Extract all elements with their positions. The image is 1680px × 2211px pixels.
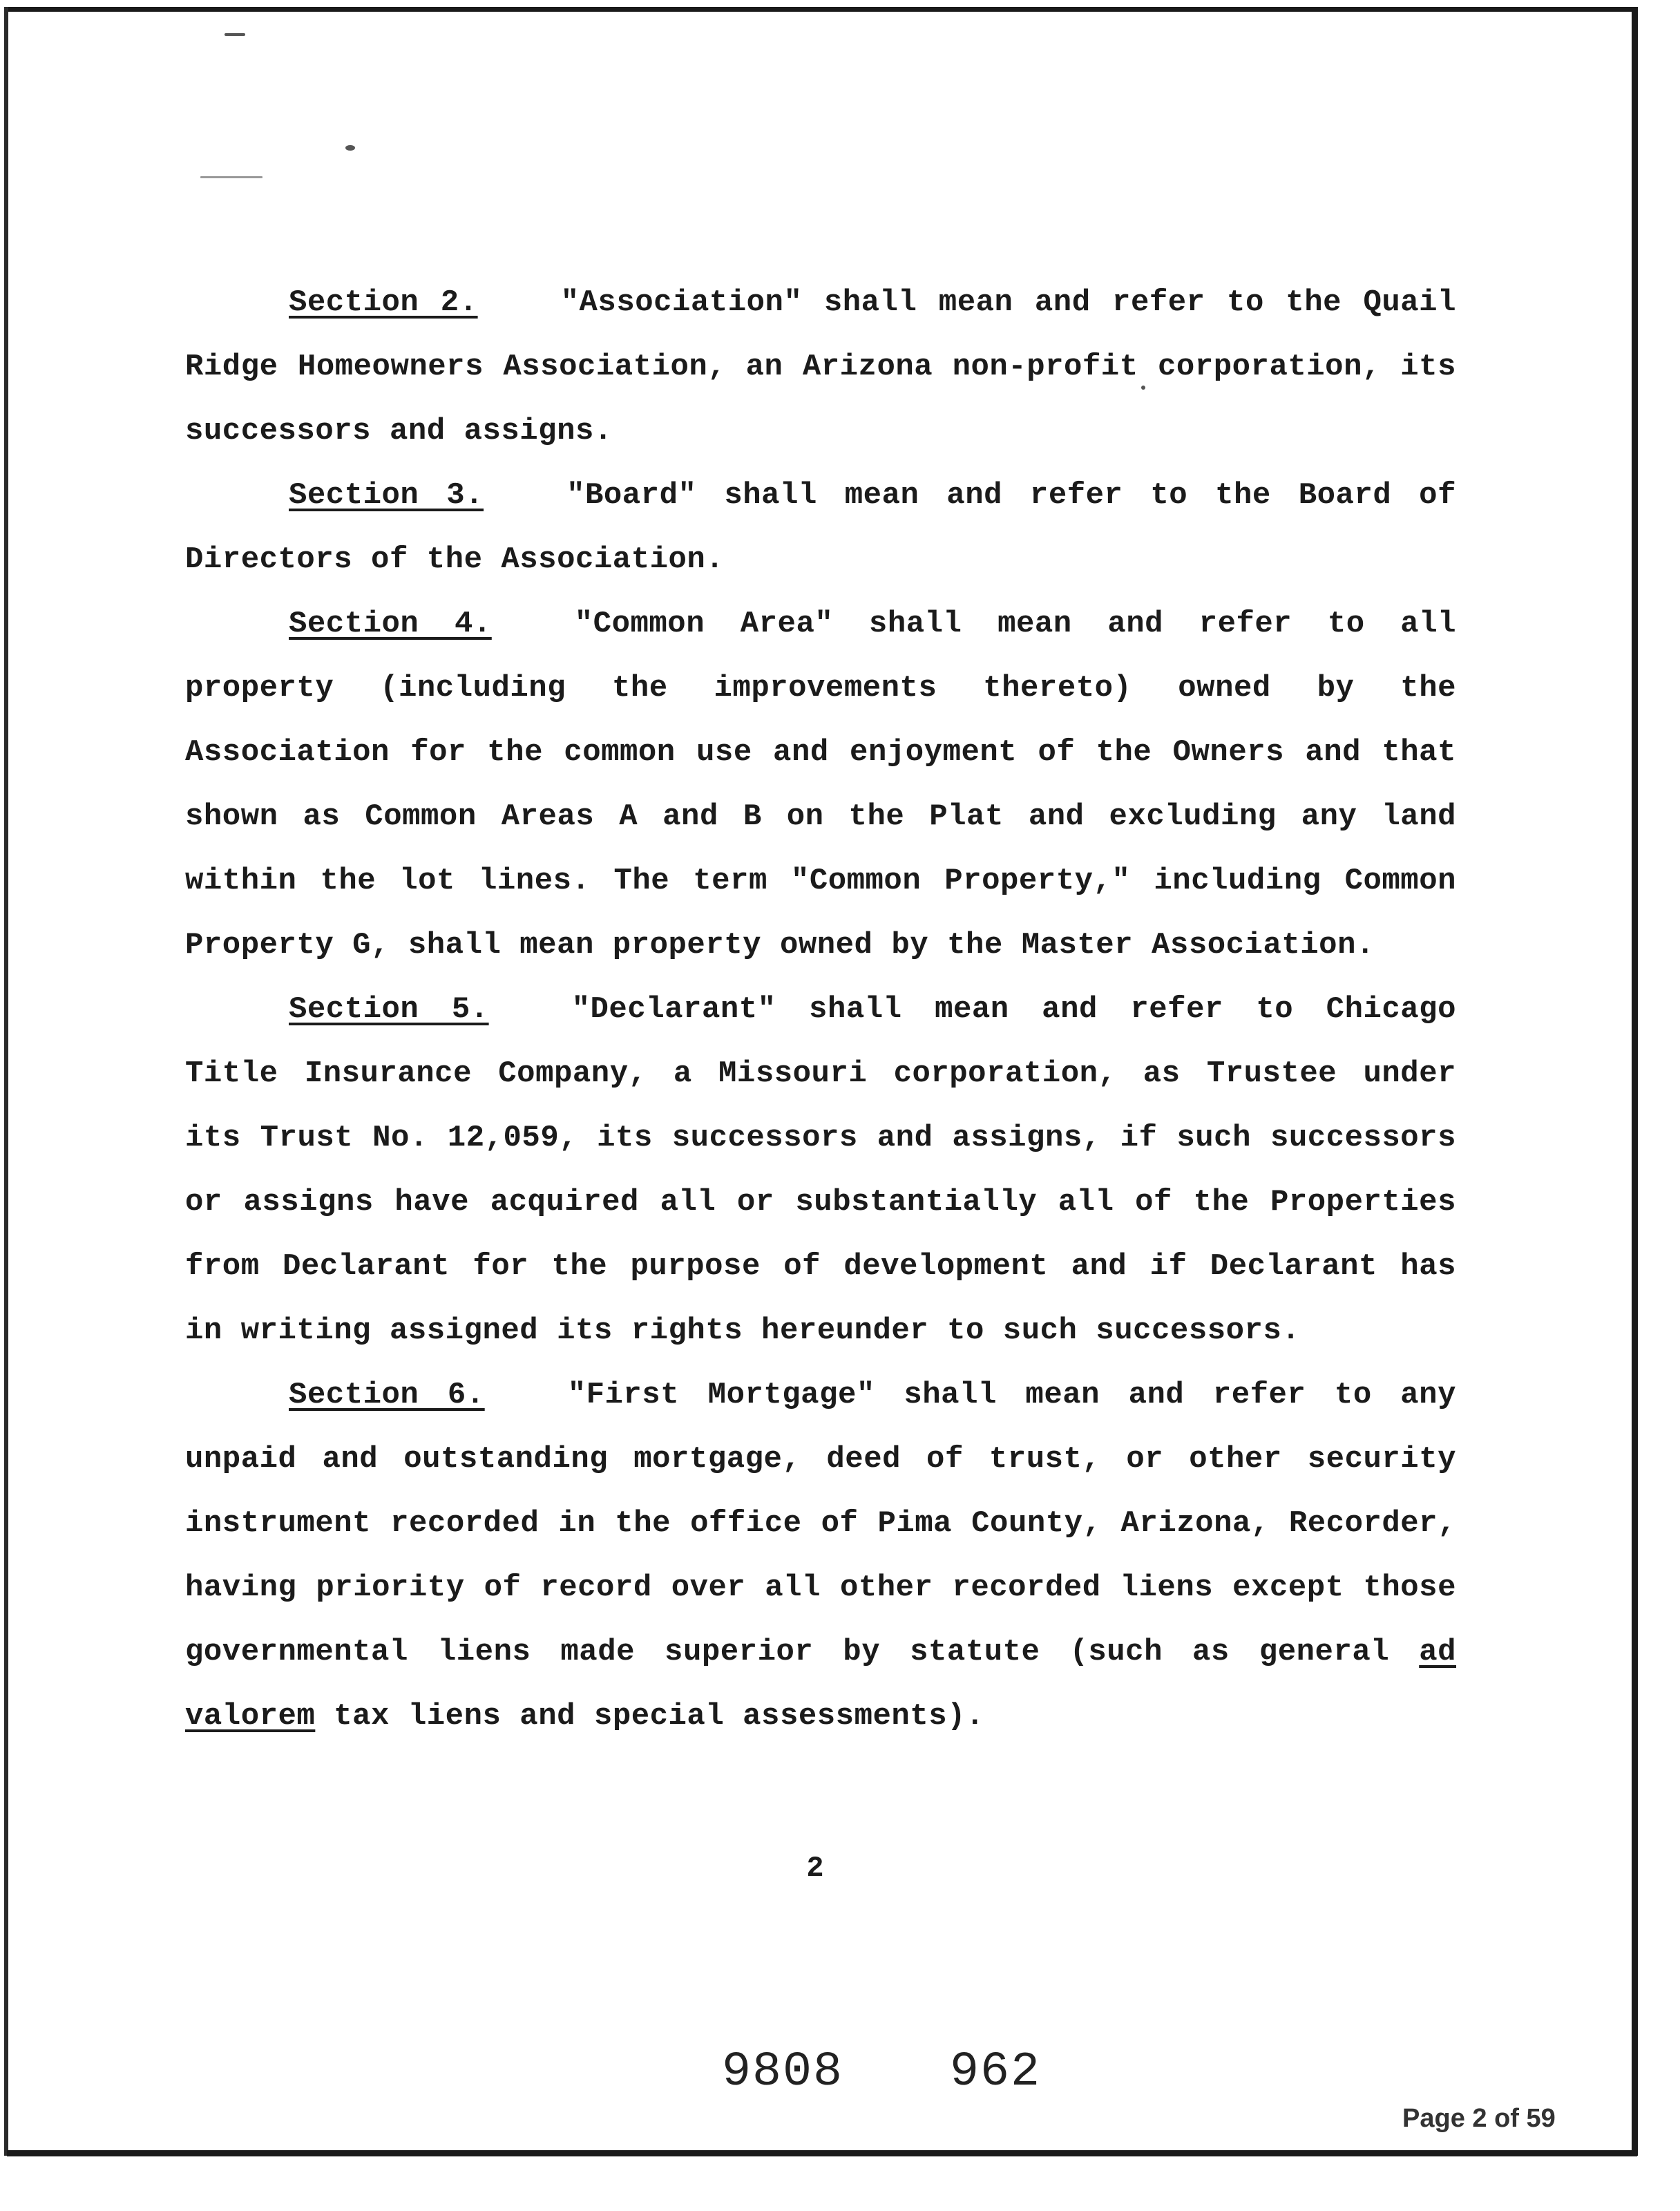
section-text: tax liens and special assessments).: [334, 1699, 984, 1734]
section-heading: Section 6.: [289, 1378, 485, 1412]
scan-border-left: [4, 7, 8, 2156]
section-text: Directors of the Association.: [185, 542, 725, 577]
section-heading: Section 2.: [289, 285, 478, 320]
page-count-label: Page 2 of 59: [1402, 2104, 1556, 2133]
page-number: 2: [806, 1852, 824, 1885]
scan-border-top: [7, 7, 1637, 12]
section-heading: Section 3.: [289, 478, 484, 513]
section-2: [185, 271, 1456, 464]
section-text: unpaid and outstanding mortgage, deed of trust, or other security instrument recorded in the office of Pima County, Arizona, Recorder, having priority of record over all other recorded liens except those governmental liens made superior by statute (such as general: [185, 1442, 1456, 1669]
recording-page-number: 962: [950, 2045, 1042, 2100]
section-first-line: "Common Area" shall mean and refer to all: [574, 607, 1456, 641]
scan-border-right: [1632, 7, 1638, 2156]
recording-book-number: 9808: [722, 2045, 844, 2100]
section-text: property (including the improvements thereto) owned by the Association for the common use and enjoyment of the Owners and that shown as Common Areas A and B on the Plat and excluding any land within the lot lines. The term "Common Property," including Common Property G, shall mean property owned by the Master Association.: [185, 671, 1456, 962]
section-first-line: "Declarant" shall mean and refer to Chicago: [571, 992, 1456, 1027]
latin-term: ad: [1419, 1635, 1457, 1669]
section-6: [185, 1363, 1456, 1749]
section-first-line: "Board" shall mean and refer to the Board of: [566, 478, 1456, 513]
section-first-line: "Association" shall mean and refer to the Quail: [560, 285, 1456, 320]
section-5: [185, 978, 1456, 1363]
scan-speck: [200, 176, 262, 178]
section-4: [185, 592, 1456, 978]
scan-border-bottom: [7, 2150, 1637, 2156]
latin-term: valorem: [185, 1699, 316, 1734]
document-body: [185, 271, 1456, 1749]
section-3: [185, 464, 1456, 592]
scan-speck: [225, 33, 245, 36]
section-text: Ridge Homeowners Association, an Arizona non-profit corporation, its successors and assigns.: [185, 350, 1456, 448]
section-first-line: "First Mortgage" shall mean and refer to any: [567, 1378, 1456, 1412]
scan-speck: [345, 145, 355, 151]
section-heading: Section 5.: [289, 992, 489, 1027]
section-heading: Section 4.: [289, 607, 492, 641]
section-text: Title Insurance Company, a Missouri corporation, as Trustee under its Trust No. 12,059, its successors and assigns, if such successors or assigns have acquired all or substantially all of the Properties from Declarant for the purpose of development and if Declarant has in writing assigned its rights hereunder to such successors.: [185, 1056, 1456, 1348]
